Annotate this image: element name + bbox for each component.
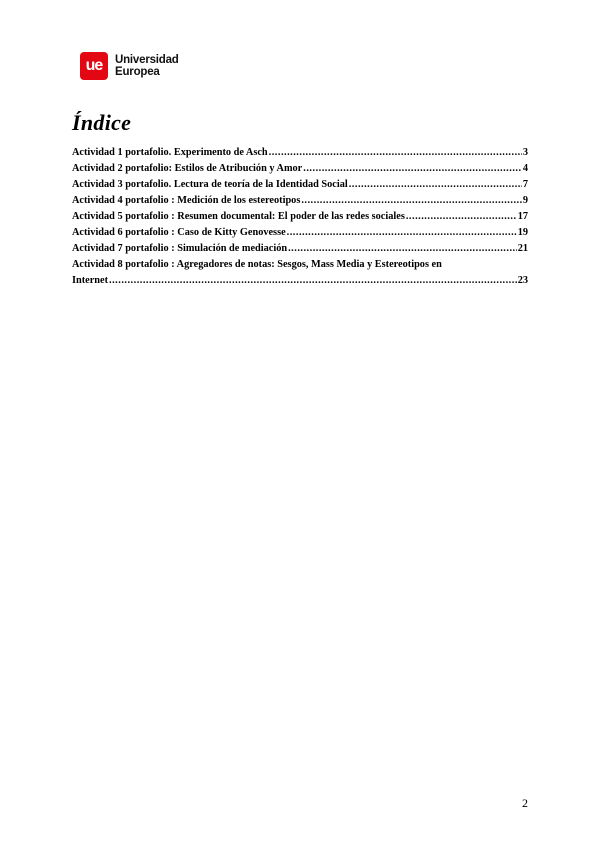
toc-entry-label: Actividad 1 portafolio. Experimento de Asch xyxy=(72,147,268,158)
toc-entry-page: 19 xyxy=(517,227,528,238)
table-of-contents xyxy=(72,145,528,289)
dot-leader xyxy=(288,241,517,257)
dot-leader xyxy=(269,145,522,161)
toc-entry-label: Actividad 2 portafolio: Estilos de Atribución y Amor xyxy=(72,163,303,174)
page-number: 2 xyxy=(522,796,528,810)
dot-leader xyxy=(349,177,522,193)
toc-entry-page: 21 xyxy=(517,243,528,254)
toc-entry-page: 7 xyxy=(522,179,528,190)
toc-entry-page: 9 xyxy=(522,195,528,206)
toc-entry-page: 3 xyxy=(522,147,528,158)
toc-entry-label: Actividad 5 portafolio : Resumen documental: El poder de las redes sociales xyxy=(72,211,405,222)
toc-title: Índice xyxy=(72,110,132,135)
dot-leader xyxy=(109,273,517,289)
logo-line-1: Universidad xyxy=(115,54,179,66)
toc-entry-1[interactable] xyxy=(72,145,528,161)
toc-entry-label-continued: Internet xyxy=(72,275,109,286)
toc-entry-page: 4 xyxy=(522,163,528,174)
toc-entry-label: Actividad 4 portafolio : Medición de los estereotipos xyxy=(72,195,301,206)
toc-entry-4[interactable] xyxy=(72,193,528,209)
dot-leader xyxy=(406,209,517,225)
university-logo xyxy=(80,52,179,80)
logo-wordmark xyxy=(115,54,179,78)
ue-logo-icon: ue xyxy=(80,52,108,80)
toc-entry-label: Actividad 6 portafolio : Caso de Kitty Genovesse xyxy=(72,227,286,238)
toc-entry-2[interactable] xyxy=(72,161,528,177)
toc-entry-label: Actividad 7 portafolio : Simulación de mediación xyxy=(72,243,288,254)
toc-entry-page: 17 xyxy=(517,211,528,222)
toc-entry-label: Actividad 3 portafolio. Lectura de teoría de la Identidad Social xyxy=(72,179,348,190)
toc-entry-6[interactable] xyxy=(72,225,528,241)
toc-entry-page: 23 xyxy=(517,275,528,286)
toc-entry-7[interactable] xyxy=(72,241,528,257)
toc-entry-3[interactable] xyxy=(72,177,528,193)
logo-line-2: Europea xyxy=(115,66,160,78)
dot-leader xyxy=(301,193,522,209)
toc-entry-5[interactable] xyxy=(72,209,528,225)
dot-leader xyxy=(287,225,517,241)
toc-entry-8[interactable] xyxy=(72,257,528,289)
toc-entry-label: Actividad 8 portafolio : Agregadores de notas: Sesgos, Mass Media y Estereotipos en xyxy=(72,259,442,270)
dot-leader xyxy=(303,161,522,177)
